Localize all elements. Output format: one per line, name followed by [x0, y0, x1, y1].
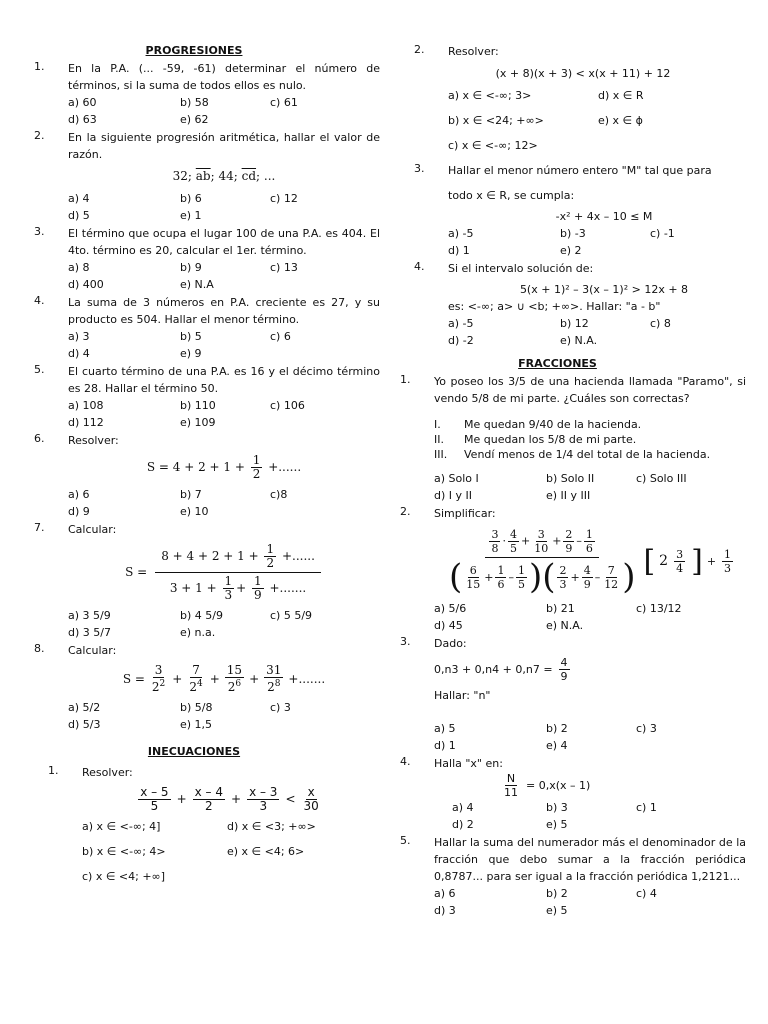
numerator: 1	[252, 453, 261, 467]
option: d) I y II	[434, 489, 473, 502]
eq-part: = 0,x(x – 1)	[526, 779, 591, 792]
problem-statement: Calcular:	[68, 523, 117, 536]
answer-options	[68, 699, 380, 733]
roman-numeral: I.	[434, 418, 441, 431]
numerator: 1	[254, 574, 262, 588]
option: d) 63	[68, 113, 97, 126]
option: b) 5/8	[180, 701, 213, 714]
option: b) 110	[180, 399, 216, 412]
option: d) 5	[68, 209, 90, 222]
answer-options	[68, 607, 380, 641]
equation: -x² + 4x – 10 ≤ M	[555, 210, 653, 223]
problem-statement: Si el intervalo solución de:	[448, 262, 594, 275]
option: d) 400	[68, 278, 104, 291]
eq-part: +......	[268, 460, 302, 474]
problem-number: 2.	[414, 43, 425, 56]
option: c) 13/12	[636, 602, 682, 615]
option: e) 5	[546, 818, 568, 831]
option: e) 9	[180, 347, 202, 360]
option: b) 4 5/9	[180, 609, 223, 622]
equation: S = $\frac{3}{2^2}$ + 7 $2^4$ + 15 $2^6$ + 31 $2^8$ +.......	[122, 663, 326, 694]
option: a) 108	[68, 399, 104, 412]
operator: <	[285, 792, 296, 806]
numerator: x – 3	[249, 785, 278, 799]
option: e) 2	[560, 244, 582, 257]
option: e) x ∈ ϕ	[598, 114, 643, 127]
denominator: 9	[560, 670, 568, 683]
problem-number: 3.	[34, 225, 45, 238]
section-title-fracciones: FRACCIONES	[518, 357, 597, 370]
eq-part: ; ...	[256, 169, 276, 183]
problem-statement: Hallar: "n"	[434, 689, 491, 702]
problem-statement: Resolver:	[82, 766, 133, 779]
option: c) 3	[636, 722, 657, 735]
answer-options	[68, 259, 380, 293]
option: c) 12	[270, 192, 298, 205]
base: 2	[189, 680, 197, 694]
option: b) 2	[546, 722, 568, 735]
eq-part: 8 + 4 + 2 + 1 +	[161, 549, 259, 563]
fraction-problem-2	[400, 505, 732, 634]
problem-statement: Resolver:	[448, 45, 499, 58]
problem-statement: Dado:	[434, 637, 467, 650]
numerator: x – 4	[194, 785, 224, 799]
option: c) 3	[270, 701, 291, 714]
option: a) 4	[452, 801, 474, 814]
equation	[500, 772, 746, 799]
list-text: Me quedan 9/40 de la hacienda.	[464, 418, 642, 431]
list-item	[434, 447, 746, 462]
option: e) 1,5	[180, 718, 213, 731]
answer-options	[68, 397, 380, 431]
option: c) 5 5/9	[270, 609, 313, 622]
numerator: 31	[266, 663, 282, 677]
problem-statement: El cuarto término de una P.A. es 16 y el décimo término es 28. Hallar el término 50.	[68, 365, 380, 395]
option: a) 4	[68, 192, 90, 205]
option: a) 3	[68, 330, 90, 343]
option: c) 8	[650, 317, 671, 330]
problem-number: 1.	[34, 60, 45, 73]
problem-statement: En la P.A. (... -59, -61) determinar el número de términos, si la suma de todos ellos es nulo.	[68, 62, 380, 92]
option: a) x ∈ <-∞; 3>	[448, 89, 532, 102]
roman-numeral: II.	[434, 433, 444, 446]
problem-7	[34, 521, 354, 641]
problem-8	[34, 642, 354, 733]
problem-number: 3.	[400, 635, 411, 648]
option: e) 5	[546, 904, 568, 917]
numerator: x – 5	[140, 785, 169, 799]
operator: +	[231, 792, 242, 806]
inequality-problem-4	[400, 260, 715, 349]
problem-number: 2.	[34, 129, 45, 142]
fraction-problem-5	[400, 834, 746, 919]
option: b) x ∈ <-∞; 4>	[82, 845, 166, 858]
list-text: Vendí menos de 1/4 del total de la hacienda.	[464, 448, 711, 461]
exponent: 2	[159, 679, 166, 689]
option: c)8	[270, 488, 288, 501]
option: b) 58	[180, 96, 209, 109]
numerator: N	[506, 772, 516, 785]
numerator: 4	[560, 656, 568, 669]
problem-statement: Calcular:	[68, 644, 117, 657]
option: c) 13	[270, 261, 298, 274]
eq-part: +......	[281, 549, 315, 563]
option: d) 3 5/7	[68, 626, 111, 639]
equation: 5(x + 1)² – 3(x – 1)² > 12x + 8	[519, 283, 689, 296]
option: d) x ∈ R	[598, 89, 644, 102]
problem-2	[34, 129, 380, 224]
answer-options	[452, 799, 746, 833]
option: b) x ∈ <24; +∞>	[448, 114, 544, 127]
numerator: 1	[224, 574, 233, 588]
problem-number: 4.	[414, 260, 425, 273]
eq-part: 3 + 1 +	[169, 581, 217, 595]
section-title-progresiones: PROGRESIONES	[145, 44, 243, 57]
option: b) 9	[180, 261, 202, 274]
option: b) 12	[560, 317, 589, 330]
numerator: 1	[266, 542, 275, 556]
answer-options	[82, 818, 377, 885]
exponent: 4	[196, 679, 203, 689]
option: b) -3	[560, 227, 586, 240]
problem-statement: Resolver:	[68, 434, 119, 447]
eq-part: $\overline{cd}$	[241, 169, 257, 183]
option: c) 106	[270, 399, 305, 412]
option: d) 1	[448, 244, 470, 257]
option: a) 5	[434, 722, 456, 735]
problem-statement: En la siguiente progresión aritmética, hallar el valor de razón.	[68, 131, 380, 161]
problem-5	[34, 363, 380, 431]
option: c) x ∈ <-∞; 12>	[448, 139, 538, 152]
option: b) 6	[180, 192, 202, 205]
denominator: 30	[303, 799, 319, 813]
inequality-problem-3	[400, 162, 715, 259]
option: b) 7	[180, 488, 202, 501]
problem-number: 2.	[400, 505, 411, 518]
base: 2	[151, 680, 160, 694]
exponent: 6	[235, 679, 242, 689]
option: e) 10	[180, 505, 209, 518]
problem-3	[34, 225, 380, 293]
answer-options	[448, 315, 760, 349]
option: a) 5/2	[68, 701, 101, 714]
option: a) 6	[68, 488, 90, 501]
problem-number: 8.	[34, 642, 45, 655]
equation	[68, 168, 380, 185]
denominator: 5	[150, 799, 159, 813]
option: a) 5/6	[434, 602, 467, 615]
option: d) 3	[434, 904, 456, 917]
problem-number: 5.	[400, 834, 411, 847]
main-fraction: $\frac{3}{8}$ · $\frac{4}{5}$ + $\frac{3}{10}$ + $\frac{2}{9}$ – $\frac{1}{6}$ ( 6 15 + 1 6 – 1 5 ) ( 2 3 + 4 9 – 7 12 )	[448, 528, 636, 597]
numerator: 7	[192, 663, 200, 677]
problem-statement: Simplificar:	[434, 507, 496, 520]
option: a) 60	[68, 96, 97, 109]
option: c) 6	[270, 330, 291, 343]
option: d) 5/3	[68, 718, 101, 731]
list-item	[434, 432, 746, 447]
problem-number: 6.	[34, 432, 45, 445]
problem-number: 4.	[34, 294, 45, 307]
eq-part: +.......	[288, 671, 326, 686]
operator: +	[176, 792, 187, 806]
problem-statement: Halla "x" en:	[434, 757, 503, 770]
option: d) 2	[452, 818, 474, 831]
option: d) 45	[434, 619, 463, 632]
inequality-problem-1	[34, 764, 354, 885]
option: a) 3 5/9	[68, 609, 111, 622]
eq-part: $\overline{ab}$	[195, 169, 211, 183]
option: e) II y III	[546, 489, 591, 502]
left-column	[34, 42, 380, 885]
option: b) 2	[546, 887, 568, 900]
option: a) x ∈ <-∞; 4]	[82, 820, 161, 833]
base: 2	[267, 680, 275, 694]
denominator: 2	[266, 556, 275, 570]
answer-options	[68, 190, 380, 224]
denominator: 2	[252, 467, 261, 481]
fraction	[251, 454, 263, 481]
equation	[68, 454, 380, 481]
problem-statement: Yo poseo los 3/5 de una hacienda llamada "Paramo", si vendo 5/8 de mi parte. ¿Cuáles son correctas?	[434, 375, 746, 405]
option: e) 4	[546, 739, 568, 752]
option: b) 3	[546, 801, 568, 814]
answer-options	[68, 486, 380, 520]
answer-options	[434, 885, 746, 919]
option: d) 1	[434, 739, 456, 752]
eq-part: 32;	[172, 169, 192, 183]
option: d) -2	[448, 334, 474, 347]
denominator: 2	[205, 799, 213, 813]
problem-6	[34, 432, 354, 520]
problem-statement: todo x ∈ R, se cumpla:	[448, 189, 575, 202]
problem-statement: Hallar el menor número entero "M" tal que para	[448, 164, 712, 177]
problem-statement: Hallar la suma del numerador más el denominador de la fracción que debo sumar a la fracción periódica 0,8787... para ser igual a la fracción periódica 1,2121...	[434, 836, 746, 883]
denominator: 11	[504, 786, 518, 799]
fraction-problem-1	[400, 373, 746, 504]
eq-part: +.......	[269, 581, 307, 595]
problem-4	[34, 294, 380, 362]
inequality-problem-2	[400, 43, 715, 154]
problem-number: 1.	[400, 373, 411, 386]
numerator: 15	[226, 663, 243, 677]
option: a) Solo I	[434, 472, 479, 485]
problem-number: 4.	[400, 755, 411, 768]
roman-numeral: III.	[434, 448, 448, 461]
option: e) N.A.	[560, 334, 598, 347]
option: e) 62	[180, 113, 209, 126]
option: d) x ∈ <3; +∞>	[227, 820, 316, 833]
option: b) 5	[180, 330, 202, 343]
equation	[434, 656, 746, 683]
option: e) 1	[180, 209, 202, 222]
option: c) x ∈ <4; +∞]	[82, 870, 166, 883]
denominator: 3	[224, 588, 233, 602]
option: c) -1	[650, 227, 675, 240]
statement-list	[434, 417, 746, 462]
answer-options	[448, 87, 718, 154]
option: a) -5	[448, 227, 474, 240]
eq-part: S = 4 + 2 + 1 +	[146, 460, 245, 474]
answer-options	[68, 328, 380, 362]
base: 2	[227, 680, 236, 694]
option: c) 4	[636, 887, 657, 900]
problem-number: 1.	[48, 764, 59, 777]
option: b) 21	[546, 602, 575, 615]
option: c) 61	[270, 96, 298, 109]
answer-options	[434, 470, 746, 504]
numerator: 3	[154, 663, 163, 677]
eq-part: ; 44;	[210, 169, 238, 183]
problem-statement: La suma de 3 números en P.A. creciente es 27, y su producto es 504. Hallar el menor término.	[68, 296, 380, 326]
option: d) 112	[68, 416, 104, 429]
option: e) 109	[180, 416, 216, 429]
eq-part: S =	[125, 565, 148, 579]
option: d) 4	[68, 347, 90, 360]
fraction-problem-3	[400, 635, 715, 754]
eq-part: S =	[122, 671, 145, 686]
exponent: 8	[274, 679, 281, 689]
complex-fraction: $\frac{3}{8}$ · $\frac{4}{5}$ + $\frac{3}{10}$ + $\frac{2}{9}$ – $\frac{1}{6}$ ( 6 15 + 1 6 – 1 5 ) ( 2 3 + 4 9 – 7 12 ) [ 2 3 4 ] + 1 3	[448, 528, 732, 597]
compound-fraction: 8 + 4 + 2 + 1 + $\frac{1}{2}$ +...... 3 + 1 + $\frac{1}{3}$ + $\frac{1}{9}$ +.......	[155, 543, 321, 602]
answer-options	[434, 720, 746, 754]
option: e) N.A.	[546, 619, 584, 632]
answer-options	[68, 94, 380, 128]
option: a) -5	[448, 317, 474, 330]
eq-part: 0,n3 + 0,n4 + 0,n7 =	[434, 663, 553, 676]
problem-1	[34, 60, 380, 128]
denominator: 3	[259, 799, 268, 813]
equation	[68, 543, 380, 602]
equation: (x + 8)(x + 3) < x(x + 11) + 12	[495, 67, 671, 80]
problem-number: 7.	[34, 521, 45, 534]
option: c) 1	[636, 801, 657, 814]
denominator: 9	[254, 588, 262, 602]
list-text: Me quedan los 5/8 de mi parte.	[464, 433, 637, 446]
answer-options	[448, 225, 760, 259]
equation	[82, 786, 377, 813]
option: d) 9	[68, 505, 90, 518]
section-title-inecuaciones: INECUACIONES	[147, 745, 241, 758]
answer-options	[434, 600, 746, 634]
option: e) n.a.	[180, 626, 216, 639]
problem-number: 3.	[414, 162, 425, 175]
problem-number: 5.	[34, 363, 45, 376]
numerator: x	[307, 785, 315, 799]
list-item	[434, 417, 746, 432]
problem-statement: El término que ocupa el lugar 100 de una P.A. es 404. El 4to. término es 20, calcular el 1er. término.	[68, 227, 380, 257]
right-column	[400, 42, 746, 919]
option: c) Solo III	[636, 472, 687, 485]
option: a) 8	[68, 261, 90, 274]
option: b) Solo II	[546, 472, 595, 485]
option: e) N.A	[180, 278, 214, 291]
fraction-problem-4	[400, 755, 715, 833]
problem-statement: es: <-∞; a> ∪ <b; +∞>. Hallar: "a - b"	[448, 300, 661, 313]
option: e) x ∈ <4; 6>	[227, 845, 305, 858]
option: a) 6	[434, 887, 456, 900]
